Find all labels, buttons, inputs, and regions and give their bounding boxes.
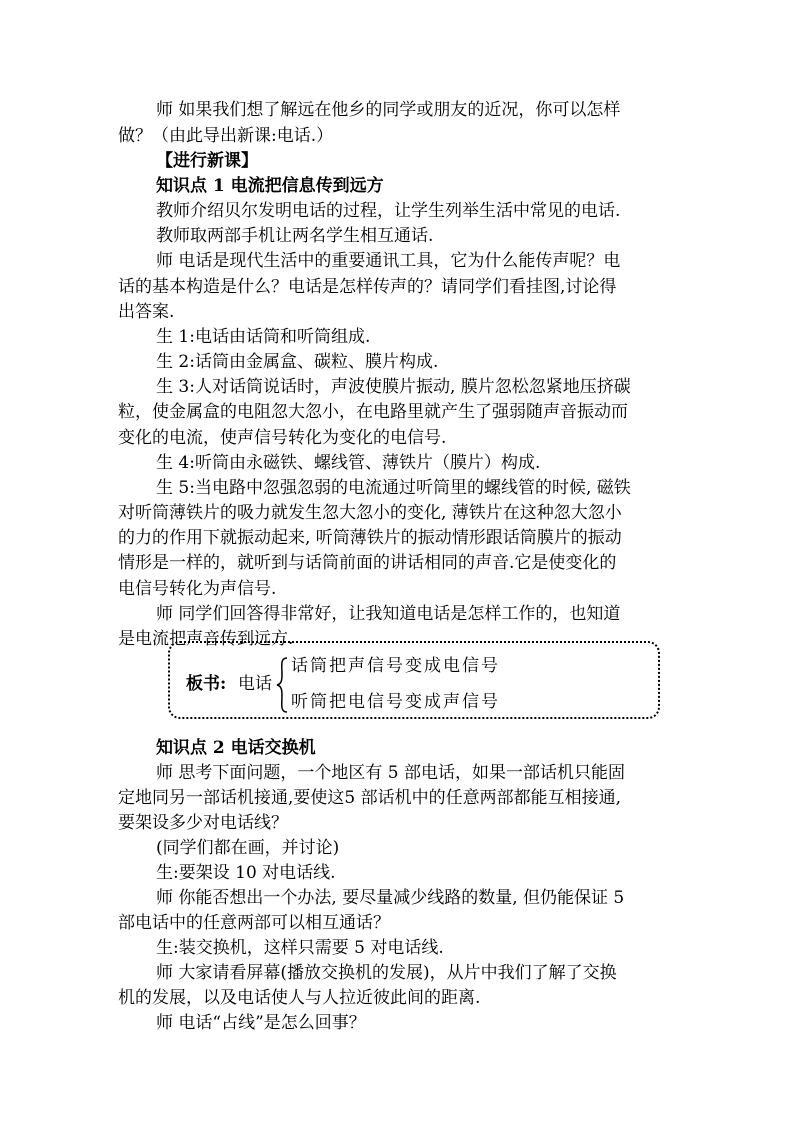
board-item-receiver: 听筒把电信号变成声信号 xyxy=(291,692,500,712)
paragraph-line: 情形是一样的，就听到与话筒前面的讲话相同的声音.它是使变化的 xyxy=(118,553,617,573)
paragraph-line: 师 你能否想出一个办法, 要尽量减少线路的数量, 但仍能保证 5 xyxy=(156,888,625,908)
paragraph-line: 粒，使金属盒的电阻忽大忽小，在电路里就产生了强弱随声音振动而 xyxy=(118,402,628,422)
knowledge-point-heading: 知识点 2 电话交换机 xyxy=(156,738,316,758)
board-main-term: 电话 xyxy=(238,674,272,694)
paragraph-line: 是电流把声音传到远方. xyxy=(118,629,294,649)
paragraph-line: 定地同另一部话机接通,要使这5 部话机中的任意两部都能互相接通, xyxy=(118,788,622,808)
paragraph-line: 生 4:听筒由永磁铁、螺线管、薄铁片（膜片）构成. xyxy=(156,453,541,473)
paragraph-line: 生 1:电话由话筒和听筒组成. xyxy=(156,327,371,347)
paragraph-line: 师 电话“占线”是怎么回事？ xyxy=(156,1013,366,1033)
paragraph-line: 部电话中的任意两部可以相互通话？ xyxy=(118,913,390,933)
paragraph-line: 机的发展，以及电话使人与人拉近彼此间的距离. xyxy=(118,988,481,1008)
paragraph-line: 变化的电流，使声信号转化为变化的电信号. xyxy=(118,428,447,448)
paragraph-line: 生 2:话筒由金属盒、碳粒、膜片构成. xyxy=(156,352,439,372)
curly-brace xyxy=(275,657,289,713)
paragraph-line: 的力的作用下就振动起来, 听筒薄铁片的振动情形跟话筒膜片的振动 xyxy=(118,528,622,548)
paragraph-line: 师 大家请看屏幕(播放交换机的发展)，从片中我们了解了交换 xyxy=(156,963,617,983)
paragraph-line: 做？（由此导出新课:电话.） xyxy=(118,126,334,146)
paragraph-line: 出答案. xyxy=(118,302,175,322)
board-label: 板书: xyxy=(186,674,227,694)
paragraph-line: 师 电话是现代生活中的重要通讯工具，它为什么能传声呢？电 xyxy=(156,251,621,271)
paragraph-line: 生:要架设 10 对电话线. xyxy=(156,863,336,883)
paragraph-line: (同学们都在画，并讨论) xyxy=(156,838,340,858)
paragraph-line: 师 同学们回答得非常好，让我知道电话是怎样工作的，也知道 xyxy=(156,604,621,624)
paragraph-line: 教师介绍贝尔发明电话的过程，让学生列举生活中常见的电话. xyxy=(156,201,621,221)
paragraph-line: 师 思考下面问题，一个地区有 5 部电话，如果一部话机只能固 xyxy=(156,763,626,783)
paragraph-line: 电信号转化为声信号. xyxy=(118,579,277,599)
paragraph-line: 对听筒薄铁片的吸力就发生忽大忽小的变化, 薄铁片在这种忽大忽小 xyxy=(118,503,622,523)
section-heading: 【进行新课】 xyxy=(156,151,258,171)
paragraph-line: 师 如果我们想了解远在他乡的同学或朋友的近况，你可以怎样 xyxy=(156,100,621,120)
paragraph-line: 要架设多少对电话线？ xyxy=(118,813,288,833)
paragraph-line: 教师取两部手机让两名学生相互通话. xyxy=(156,226,434,246)
knowledge-point-heading: 知识点 1 电流把信息传到远方 xyxy=(156,176,384,196)
paragraph-line: 生 5:当电路中忽强忽弱的电流通过听筒里的螺线管的时候, 磁铁 xyxy=(156,478,631,498)
paragraph-line: 话的基本构造是什么？电话是怎样传声的？请同学们看挂图,讨论得 xyxy=(118,277,617,297)
paragraph-line: 生:装交换机，这样只需要 5 对电话线. xyxy=(156,938,444,958)
paragraph-line: 生 3:人对话筒说话时，声波使膜片振动, 膜片忽松忽紧地压挤碳 xyxy=(156,377,631,397)
board-item-microphone: 话筒把声信号变成电信号 xyxy=(291,656,500,676)
